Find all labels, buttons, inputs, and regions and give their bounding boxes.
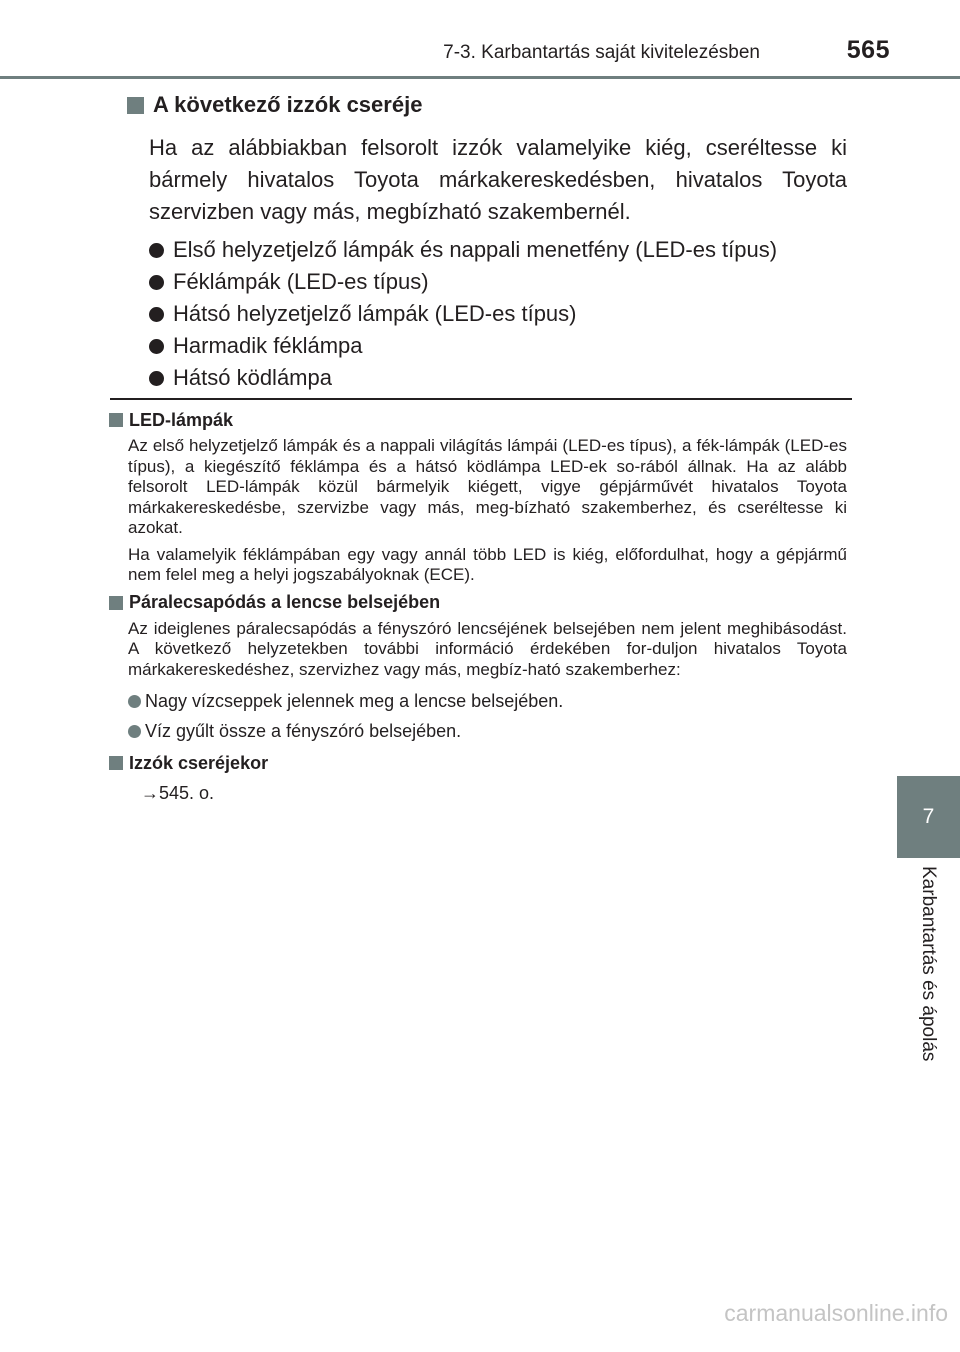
- note-replacing: [109, 750, 847, 806]
- condensation-list: [128, 686, 847, 746]
- main-section: [127, 90, 847, 394]
- watermark: carmanualsonline.info: [724, 1300, 948, 1326]
- note-paragraph: Az első helyzetjelző lámpák és a nappali világítás lámpái (LED-es típus), a fék-lámpák (LED-es típus), a kiegészítő féklámpa és a hátsó ködlámpa LED-ek so-rából állnak. Ha az alább felsorolt LED-lámpák közül bármelyik kiégett, vigye gépjárművét hivatalos Toyota márkakereskedésbe, szervizbe vagy más, meg-bízható szakemberhez, és cseréltesse ki azokat.: [128, 436, 847, 537]
- note-heading: Izzók cseréjekor: [109, 750, 847, 776]
- page-reference-link[interactable]: →545. o.: [141, 783, 215, 803]
- note-heading: Páralecsapódás a lencse belsejében: [109, 590, 847, 616]
- note-paragraph: Az ideiglenes páralecsapódás a fényszóró lencséjének belsejében nem jelent meghibásodást. A következő helyzetekben további információ érdekében for-duljon hivatalos Toyota márkakereskedéshez, szervizhez vagy más, megbíz-ható szakemberhez:: [128, 618, 847, 679]
- dot-bullet-icon: [149, 307, 164, 322]
- chapter-tab: [897, 776, 960, 858]
- note-led: [109, 407, 847, 586]
- section-heading-text: A következő izzók cseréje: [153, 92, 423, 117]
- dot-bullet-icon: [149, 371, 164, 386]
- dot-bullet-icon: [128, 695, 141, 708]
- list-item: Harmadik féklámpa: [149, 330, 847, 362]
- square-bullet-icon: [109, 756, 123, 770]
- running-header-title: 7-3. Karbantartás saját kivitelezésben: [443, 42, 760, 63]
- dot-bullet-icon: [128, 725, 141, 738]
- section-divider: [110, 398, 852, 400]
- section-heading: [127, 90, 847, 120]
- chapter-number: 7: [922, 805, 935, 828]
- dot-bullet-icon: [149, 275, 164, 290]
- notes-section: [109, 407, 847, 806]
- square-bullet-icon: [109, 413, 123, 427]
- square-bullet-icon: [127, 97, 144, 114]
- note-paragraph: Ha valamelyik féklámpában egy vagy annál több LED is kiég, előfordulhat, hogy a gépjármű nem felel meg a helyi jogszabályoknak (ECE).: [128, 544, 847, 584]
- bulb-list: [149, 234, 847, 394]
- list-item: Hátsó helyzetjelző lámpák (LED-es típus): [149, 298, 847, 330]
- list-item: Hátsó ködlámpa: [149, 362, 847, 394]
- note-condensation: [109, 590, 847, 747]
- list-item: Első helyzetjelző lámpák és nappali menetfény (LED-es típus): [149, 234, 847, 266]
- list-item: Nagy vízcseppek jelennek meg a lencse belsejében.: [128, 686, 847, 716]
- note-heading: LED-lámpák: [109, 407, 847, 433]
- dot-bullet-icon: [149, 243, 164, 258]
- section-paragraph: Ha az alábbiakban felsorolt izzók valamelyike kiég, cseréltesse ki bármely hivatalos Toyota márkakereskedésben, hivatalos Toyota szervizben vagy más, megbízható szakembernél.: [149, 135, 847, 224]
- chapter-title-vertical: Karbantartás és ápolás: [918, 866, 939, 1062]
- square-bullet-icon: [109, 596, 123, 610]
- dot-bullet-icon: [149, 339, 164, 354]
- list-item: Féklámpák (LED-es típus): [149, 266, 847, 298]
- header-rule: [0, 76, 960, 79]
- list-item: Víz gyűlt össze a fényszóró belsejében.: [128, 716, 847, 746]
- page-number: 565: [846, 36, 890, 64]
